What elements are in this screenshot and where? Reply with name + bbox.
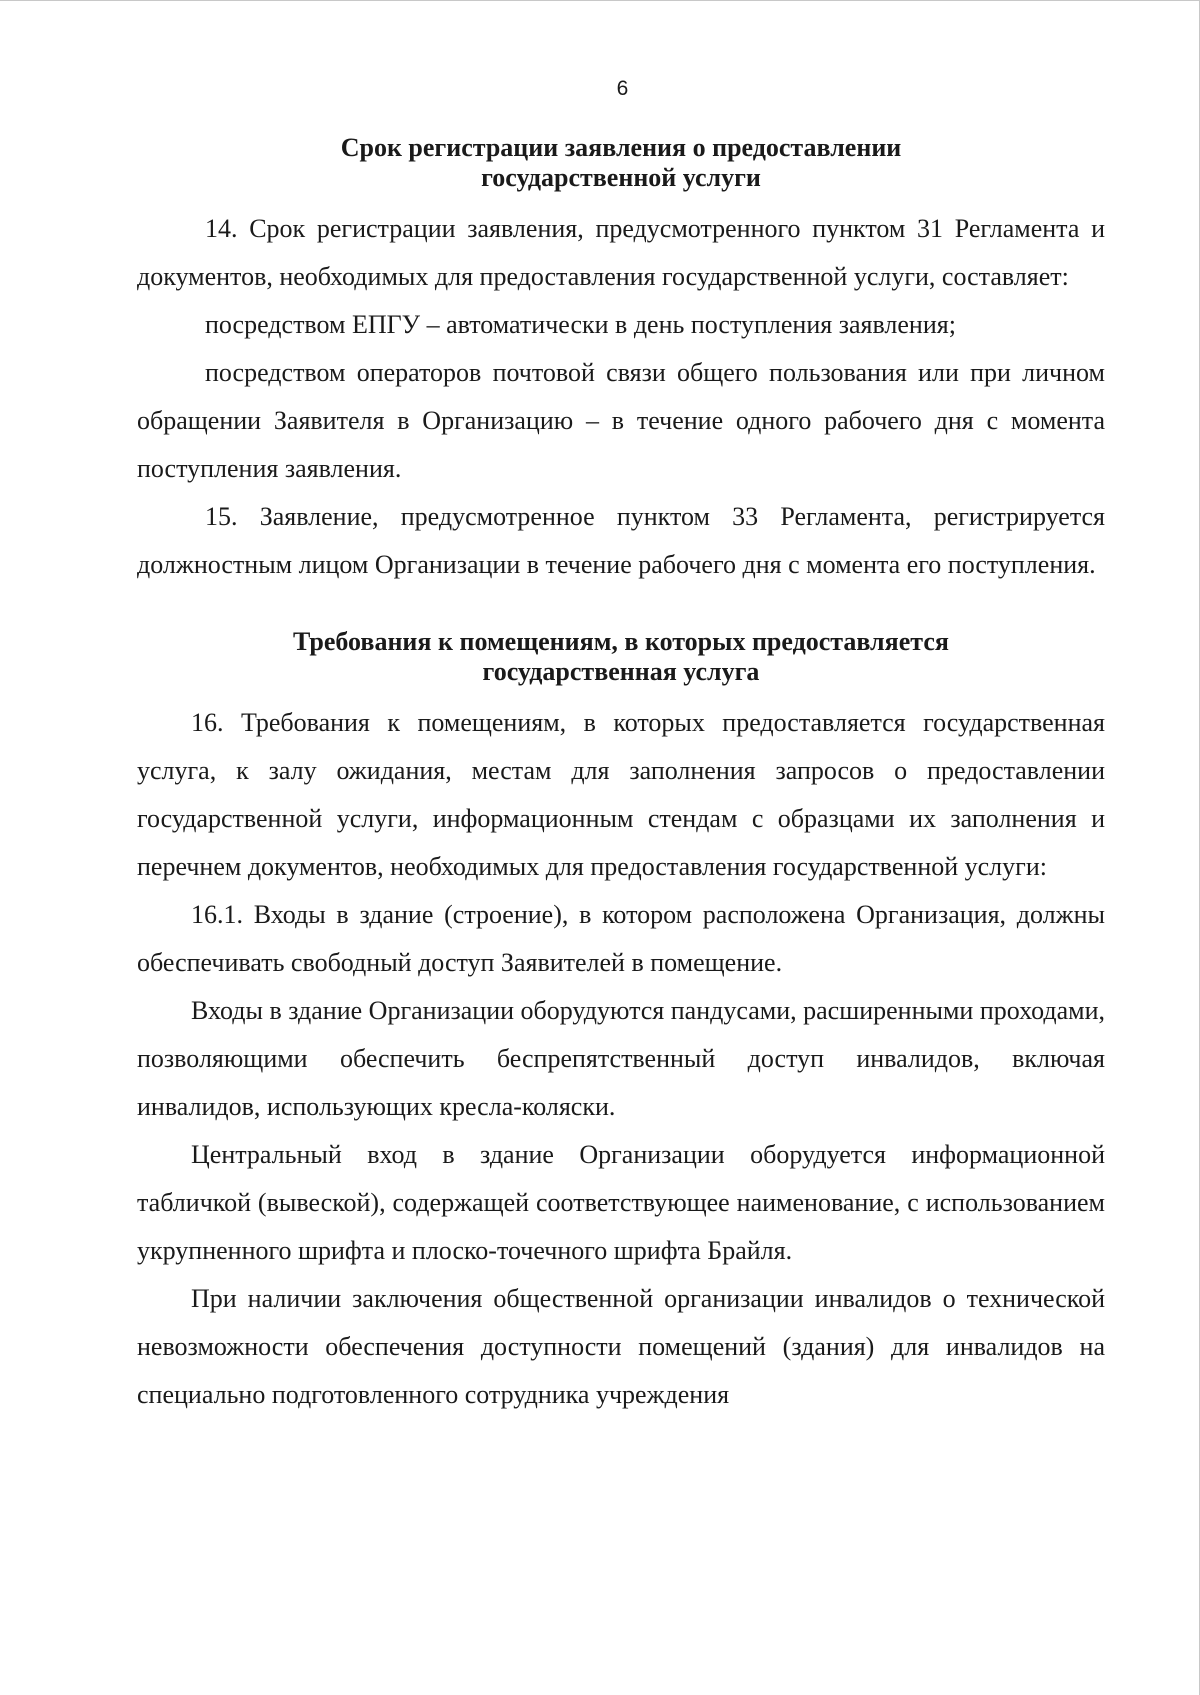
heading-line: государственной услуги bbox=[481, 163, 761, 192]
section-heading-registration-term bbox=[137, 133, 1105, 193]
paragraph-14-post: посредством операторов почтовой связи общего пользования или при личном обращении Заявителя в Организацию – в течение одного рабочего дня с момента поступления заявления. bbox=[137, 358, 1105, 483]
paragraph-16-1-conclusion: При наличии заключения общественной организации инвалидов о технической невозможности обеспечения доступности помещений (здания) для инвалидов на специально подготовленного сотрудника учреждения bbox=[137, 1284, 1105, 1409]
page-content bbox=[137, 133, 1105, 1419]
paragraph-16-1: 16.1. Входы в здание (строение), в котором расположена Организация, должны обеспечивать свободный доступ Заявителей в помещение. bbox=[137, 900, 1105, 977]
paragraph-14-epgu: посредством ЕПГУ – автоматически в день поступления заявления; bbox=[205, 310, 956, 339]
paragraph-16: 16. Требования к помещениям, в которых предоставляется государственная услуга, к залу ожидания, местам для заполнения запросов о предоставлении государственной услуги, информационным стендам с образцами их заполнения и перечнем документов, необходимых для предоставления государственной услуги: bbox=[137, 708, 1105, 881]
section-heading-premises-requirements bbox=[137, 627, 1105, 687]
paragraph-16-1-signage: Центральный вход в здание Организации оборудуется информационной табличкой (вывеской), содержащей соответствующее наименование, с использованием укрупненного шрифта и плоско-точечного шрифта Брайля. bbox=[137, 1140, 1105, 1265]
paragraph-15: 15. Заявление, предусмотренное пунктом 33 Регламента, регистрируется должностным лицом Организации в течение рабочего дня с момента его поступления. bbox=[137, 502, 1105, 579]
paragraph-16-1-ramps: Входы в здание Организации оборудуются пандусами, расширенными проходами, позволяющими обеспечить беспрепятственный доступ инвалидов, включая инвалидов, использующих кресла-коляски. bbox=[137, 996, 1106, 1121]
heading-line: государственная услуга bbox=[482, 657, 760, 686]
page-number: 6 bbox=[616, 77, 629, 100]
paragraph-14: 14. Срок регистрации заявления, предусмотренного пунктом 31 Регламента и документов, необходимых для предоставления государственной услуги, составляет: bbox=[137, 214, 1105, 291]
heading-line: Требования к помещениям, в которых предоставляется bbox=[293, 627, 949, 656]
heading-line: Срок регистрации заявления о предоставлении bbox=[340, 133, 902, 162]
